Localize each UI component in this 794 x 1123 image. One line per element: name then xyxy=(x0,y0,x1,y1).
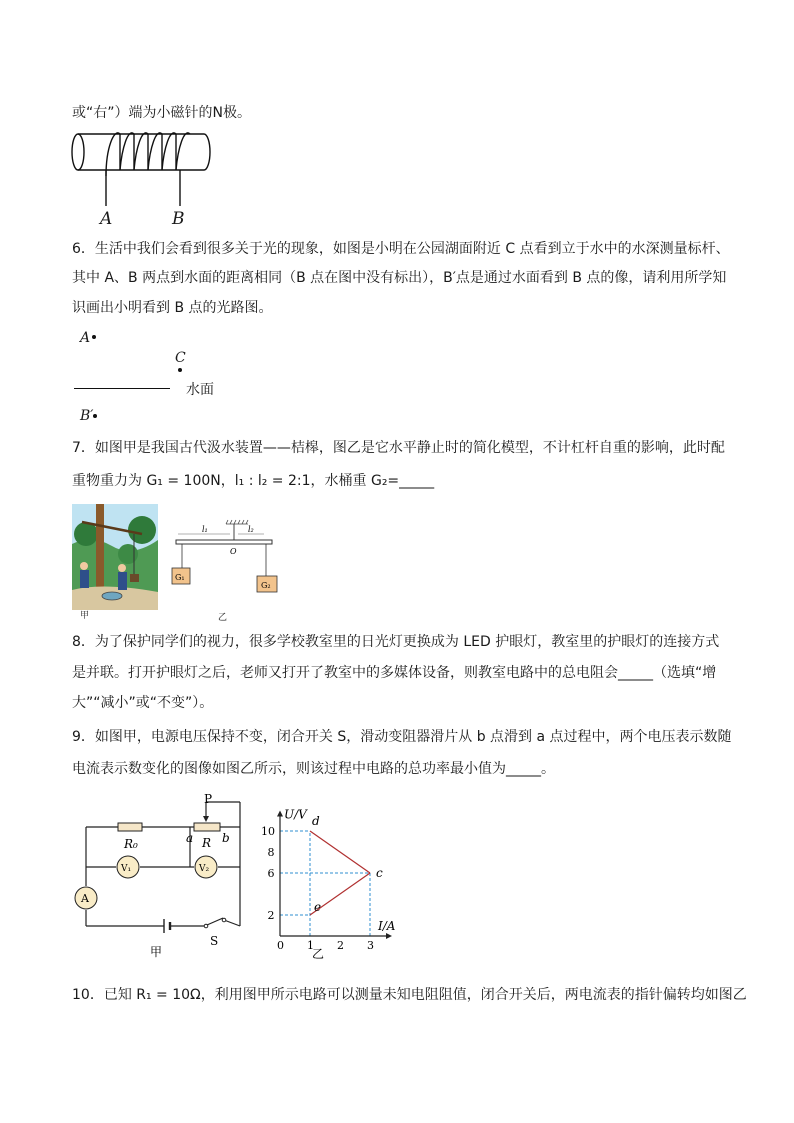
water-surface-label: 水面 xyxy=(186,382,214,398)
switch-lever xyxy=(207,918,223,925)
point-a-label: A xyxy=(80,330,91,346)
q6-text-line-1: 6．生活中我们会看到很多关于光的现象，如图是小明在公园湖面附近 C 点看到立于水中的水深测量标杆、 xyxy=(72,241,730,257)
x-tick-label: 0 xyxy=(277,939,284,952)
x-axis-label: I/A xyxy=(378,919,396,933)
q7-text-line-2: 重物重力为 G₁ = 100N，l₁ : l₂ = 2:1，水桶重 G₂=_____ xyxy=(72,473,435,489)
y-tick-label: 10 xyxy=(261,825,275,838)
terminal-b-label: B xyxy=(172,209,185,229)
ammeter-label: A xyxy=(81,892,89,905)
q9-text-line-1: 9．如图甲，电源电压保持不变，闭合开关 S，滑动变阻器滑片从 b 点滑到 a 点过程中，两个电压表示数随 xyxy=(72,729,732,745)
y-tick-label: 6 xyxy=(267,867,275,880)
point-b-label: b xyxy=(222,831,230,845)
q7-text-line-1: 7．如图甲是我国古代汲水装置——桔槔，图乙是它水平静止时的简化模型，不计杠杆自重的影响，此时配 xyxy=(72,440,725,456)
v2-label: V₂ xyxy=(199,864,210,874)
rheostat-r xyxy=(194,823,220,831)
q5-text-line: 或“右”）端为小磁针的N极。 xyxy=(72,105,251,121)
r0-label: R₀ xyxy=(124,837,138,851)
y-axis-label: U/V xyxy=(284,807,307,822)
y-axis-arrow xyxy=(277,811,283,817)
fig-jia-caption: 甲 xyxy=(80,611,90,621)
q6-text-line-2: 其中 A、B 两点到水面的距离相同（B 点在图中没有标出），B′点是通过水面看到 B 点的像，请利用所学知 xyxy=(72,270,727,286)
lever-model xyxy=(168,520,280,600)
point-label-c: c xyxy=(376,866,383,880)
water-surface-line xyxy=(74,388,170,389)
y-tick-label: 2 xyxy=(267,909,275,922)
slider-arrow xyxy=(203,816,209,822)
g1-label: G₁ xyxy=(175,573,185,582)
terminal-a-label: A xyxy=(100,209,113,229)
point-label-e: e xyxy=(314,900,322,914)
q6-text-line-3: 识画出小明看到 B 点的光路图。 xyxy=(72,300,273,316)
v1-label: V₁ xyxy=(121,864,132,874)
circuit-caption: 甲 xyxy=(150,945,163,959)
resistor-r0 xyxy=(118,823,142,831)
fig-yi-caption: 乙 xyxy=(218,613,228,623)
g2-label: G₂ xyxy=(261,581,271,590)
slider-p-label: P xyxy=(204,792,213,806)
l1-label: l₁ xyxy=(202,525,208,534)
point-c-label: C xyxy=(175,350,186,366)
point-a-dot xyxy=(92,335,96,339)
pivot-o-label: O xyxy=(230,547,237,556)
graph-caption: 乙 xyxy=(312,947,325,961)
point-a-label: a xyxy=(186,831,194,845)
x-tick-label: 3 xyxy=(367,939,374,952)
q10-text-line-1: 10．已知 R₁ = 10Ω，利用图甲所示电路可以测量未知电阻阻值，闭合开关后，两电流表的指针偏转均如图乙 xyxy=(72,987,747,1003)
q8-text-line-1: 8．为了保护同学们的视力，很多学校教室里的日光灯更换成为 LED 护眼灯，教室里的护眼灯的连接方式 xyxy=(72,634,720,650)
ceiling-hatch xyxy=(226,520,248,524)
point-b-image-dot xyxy=(93,414,97,418)
u-i-graph xyxy=(262,796,402,962)
x-tick-label: 1 xyxy=(307,939,314,952)
solenoid-figure xyxy=(70,128,220,230)
x-tick-label: 2 xyxy=(337,939,344,952)
r-label: R xyxy=(202,836,212,850)
y-tick-label: 8 xyxy=(267,846,275,859)
series-line xyxy=(310,831,370,873)
x-axis-arrow xyxy=(386,933,392,939)
jiegao-illustration xyxy=(72,504,158,610)
switch-label: S xyxy=(210,934,219,948)
l2-label: l₂ xyxy=(248,525,254,534)
point-label-d: d xyxy=(312,814,320,828)
q8-text-line-3: 大”“减小”或“不变”）。 xyxy=(72,695,214,711)
point-b-image-label: B′ xyxy=(80,408,94,424)
circuit-diagram xyxy=(70,790,250,960)
q8-text-line-2: 是并联。打开护眼灯之后，老师又打开了教室中的多媒体设备，则教室电路中的总电阻会_____（选填“增 xyxy=(72,665,717,681)
q9-text-line-2: 电流表示数变化的图像如图乙所示，则该过程中电路的总功率最小值为_____。 xyxy=(72,761,555,777)
point-c-dot xyxy=(178,368,182,372)
